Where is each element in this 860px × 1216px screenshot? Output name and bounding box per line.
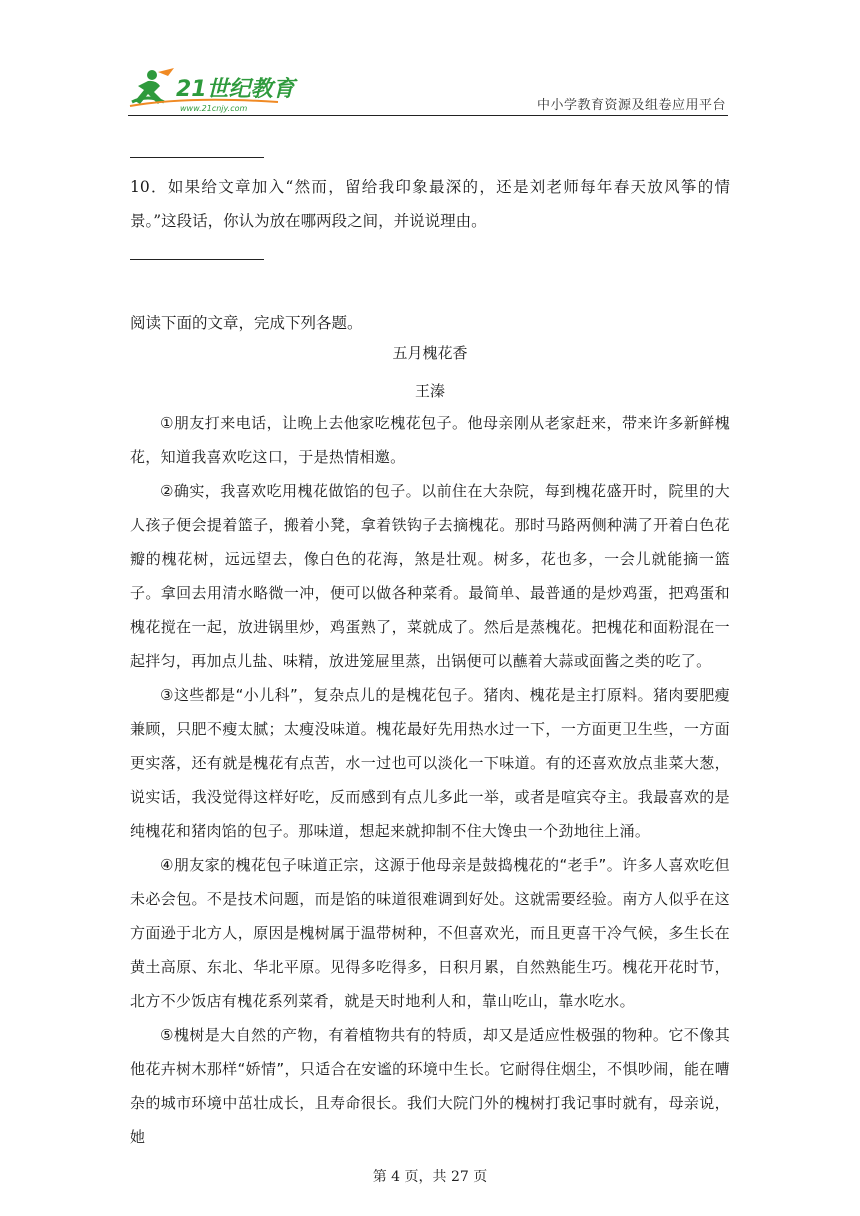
article-paragraph: ③这些都是“小儿科”，复杂点儿的是槐花包子。猪肉、槐花是主打原料。猪肉要肥瘦兼顾，只肥不瘦太腻；太瘦没味道。槐花最好先用热水过一下，一方面更卫生些，一方面更实落，还有就是槐花有点苦，水一过也可以淡化一下味道。有的还喜欢放点韭菜大葱，说实话，我没觉得这样好吃，反而感到有点儿多此一举，或者是喧宾夺主。我最喜欢的是纯槐花和猪肉馅的包子。那味道，想起来就抑制不住大馋虫一个劲地往上涌。 xyxy=(130,686,730,840)
reading-instruction: 阅读下面的文章，完成下列各题。 xyxy=(130,314,363,332)
article-title: 五月槐花香 xyxy=(392,344,468,362)
article-paragraph: ⑤槐树是大自然的产物，有着植物共有的特质，却又是适应性极强的物种。它不像其他花卉树木那样“娇情”，只适合在安谧的环境中生长。它耐得住烟尘，不惧吵闹，能在嘈杂的城市环境中茁壮成长，且寿命很长。我们大院门外的槐树打我记事时就有，母亲说，她 xyxy=(130,1026,730,1146)
article-author: 王溱 xyxy=(414,382,445,400)
answer-blank-line xyxy=(130,157,264,158)
article-paragraph: ④朋友家的槐花包子味道正宗，这源于他母亲是鼓捣槐花的“老手”。许多人喜欢吃但未必会包。不是技术问题，而是馅的味道很难调到好处。这就需要经验。南方人似乎在这方面逊于北方人，原因是槐树属于温带树种，不但喜欢光，而且更喜干冷气候，多生长在黄土高原、东北、华北平原。见得多吃得多，日积月累，自然熟能生巧。槐花开花时节，北方不少饭店有槐花系列菜肴，就是天时地利人和，靠山吃山，靠水吃水。 xyxy=(130,856,730,1010)
article-body xyxy=(130,406,730,1154)
logo-text: 21世纪教育 xyxy=(176,77,295,102)
article-paragraph: ②确实，我喜欢吃用槐花做馅的包子。以前住在大杂院，每到槐花盛开时，院里的大人孩子便会提着篮子，搬着小凳，拿着铁钩子去摘槐花。那时马路两侧种满了开着白色花瓣的槐花树，远远望去，像白色的花海，煞是壮观。树多，花也多，一会儿就能摘一篮子。拿回去用清水略微一冲，便可以做各种菜肴。最简单、最普通的是炒鸡蛋，把鸡蛋和槐花搅在一起，放进锅里炒，鸡蛋熟了，菜就成了。然后是蒸槐花。把槐花和面粉混在一起拌匀，再加点儿盐、味精，放进笼屉里蒸，出锅便可以蘸着大蒜或面酱之类的吃了。 xyxy=(130,482,730,670)
site-logo xyxy=(128,66,298,114)
logo-url: www.21cnjy.com xyxy=(180,104,248,113)
question-10: 10．如果给文章加入“然而，留给我印象最深的，还是刘老师每年春天放风筝的情景。”这段话，你认为放在哪两段之间，并说说理由。 xyxy=(130,178,730,230)
page-header xyxy=(128,66,728,118)
page-number: 第 4 页，共 27 页 xyxy=(372,1169,488,1185)
answer-blank-line xyxy=(130,259,264,260)
platform-name: 中小学教育资源及组卷应用平台 xyxy=(536,98,726,113)
logo-graphic xyxy=(128,66,298,114)
article-paragraph: ①朋友打来电话，让晚上去他家吃槐花包子。他母亲刚从老家赶来，带来许多新鲜槐花，知道我喜欢吃这口，于是热情相邀。 xyxy=(130,414,730,466)
header-divider xyxy=(128,115,728,116)
